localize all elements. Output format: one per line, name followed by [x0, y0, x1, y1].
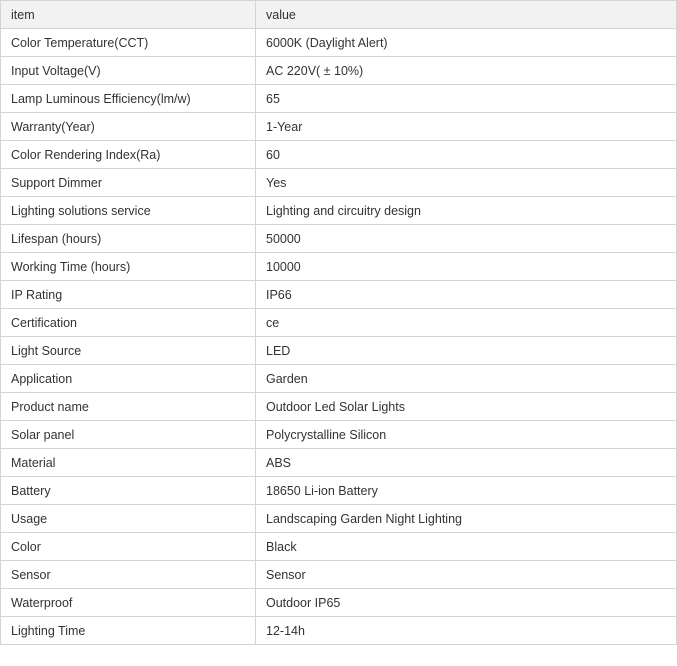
value-cell: 1-Year [256, 113, 677, 141]
item-cell: Warranty(Year) [1, 113, 256, 141]
value-cell: Yes [256, 169, 677, 197]
item-cell: Color [1, 533, 256, 561]
value-cell: ce [256, 309, 677, 337]
item-cell: Solar panel [1, 421, 256, 449]
column-header-item: item [1, 1, 256, 29]
value-cell: Landscaping Garden Night Lighting [256, 505, 677, 533]
value-cell: Outdoor IP65 [256, 589, 677, 617]
item-cell: Color Temperature(CCT) [1, 29, 256, 57]
value-cell: 50000 [256, 225, 677, 253]
item-cell: Lifespan (hours) [1, 225, 256, 253]
item-cell: Product name [1, 393, 256, 421]
item-cell: Support Dimmer [1, 169, 256, 197]
value-cell: Black [256, 533, 677, 561]
value-cell: Garden [256, 365, 677, 393]
item-cell: Application [1, 365, 256, 393]
item-cell: IP Rating [1, 281, 256, 309]
table-row [1, 589, 677, 617]
value-cell: Polycrystalline Silicon [256, 421, 677, 449]
value-cell: 65 [256, 85, 677, 113]
table-row [1, 337, 677, 365]
item-cell: Certification [1, 309, 256, 337]
table-row [1, 141, 677, 169]
table-row [1, 57, 677, 85]
item-cell: Battery [1, 477, 256, 505]
value-cell: 6000K (Daylight Alert) [256, 29, 677, 57]
item-cell: Input Voltage(V) [1, 57, 256, 85]
value-cell: 12-14h [256, 617, 677, 645]
table-row [1, 533, 677, 561]
table-row [1, 505, 677, 533]
spec-table-body [1, 29, 677, 645]
table-row [1, 29, 677, 57]
table-row [1, 113, 677, 141]
value-cell: IP66 [256, 281, 677, 309]
table-row [1, 169, 677, 197]
item-cell: Color Rendering Index(Ra) [1, 141, 256, 169]
table-row [1, 85, 677, 113]
table-row [1, 617, 677, 645]
table-row [1, 393, 677, 421]
item-cell: Material [1, 449, 256, 477]
table-row [1, 561, 677, 589]
item-cell: Working Time (hours) [1, 253, 256, 281]
value-cell: ABS [256, 449, 677, 477]
item-cell: Sensor [1, 561, 256, 589]
table-row [1, 225, 677, 253]
value-cell: Lighting and circuitry design [256, 197, 677, 225]
table-row [1, 281, 677, 309]
item-cell: Waterproof [1, 589, 256, 617]
value-cell: 18650 Li-ion Battery [256, 477, 677, 505]
item-cell: Usage [1, 505, 256, 533]
table-row [1, 477, 677, 505]
value-cell: AC 220V( ± 10%) [256, 57, 677, 85]
item-cell: Lamp Luminous Efficiency(lm/w) [1, 85, 256, 113]
table-row [1, 365, 677, 393]
table-row [1, 421, 677, 449]
column-header-value: value [256, 1, 677, 29]
table-row [1, 197, 677, 225]
value-cell: 60 [256, 141, 677, 169]
item-cell: Light Source [1, 337, 256, 365]
value-cell: Outdoor Led Solar Lights [256, 393, 677, 421]
item-cell: Lighting solutions service [1, 197, 256, 225]
value-cell: 10000 [256, 253, 677, 281]
item-cell: Lighting Time [1, 617, 256, 645]
value-cell: Sensor [256, 561, 677, 589]
value-cell: LED [256, 337, 677, 365]
table-row [1, 253, 677, 281]
table-header-row [1, 1, 677, 29]
table-row [1, 449, 677, 477]
table-row [1, 309, 677, 337]
